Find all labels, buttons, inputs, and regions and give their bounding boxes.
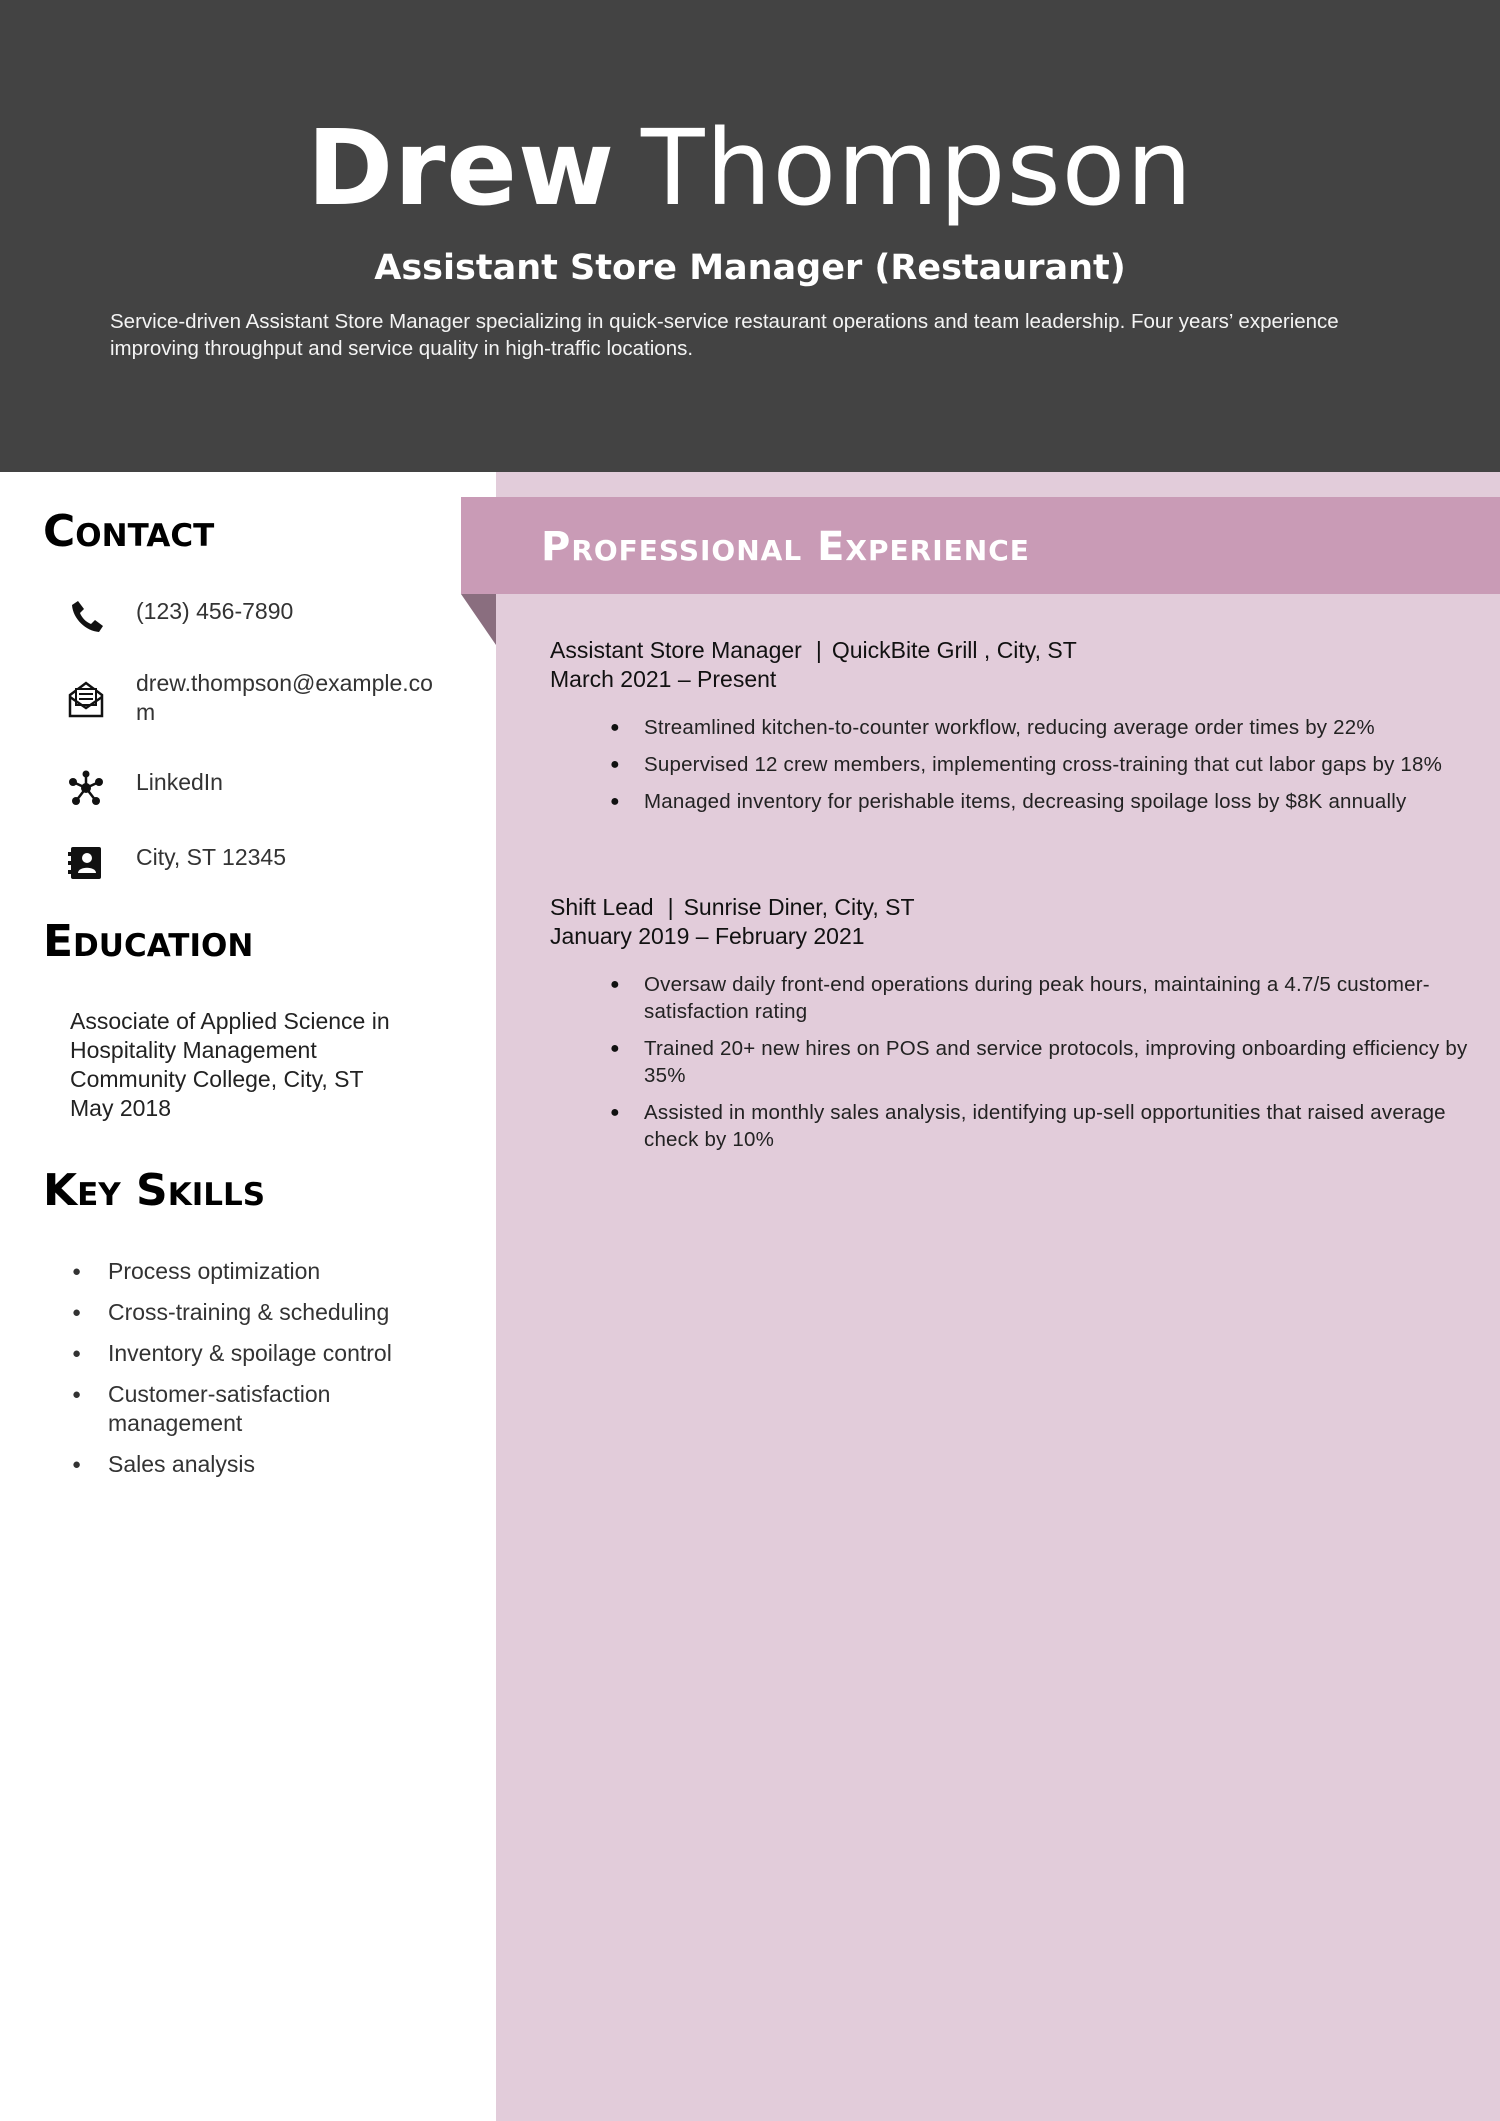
banner-fold: [461, 594, 496, 645]
skill-item: ● Inventory & spoilage control: [70, 1339, 450, 1368]
address-book-icon: [66, 843, 106, 883]
job-role: Assistant Store Manager: [550, 637, 802, 663]
header: [0, 0, 1500, 472]
job-bullets: [610, 971, 1470, 1153]
job-bullet: ● Streamlined kitchen-to-counter workflow, reducing average order times by 22%: [610, 714, 1470, 741]
job-bullet: ● Oversaw daily front-end operations during peak hours, maintaining a 4.7/5 customer-satisfaction rating: [610, 971, 1470, 1025]
job-entry: [550, 636, 1470, 825]
skill-item: ● Process optimization: [70, 1257, 450, 1286]
job-dates: March 2021 – Present: [550, 666, 777, 692]
skills-title: Key Skills: [43, 1165, 266, 1216]
network-icon: [66, 768, 106, 808]
job-bullet: ● Supervised 12 crew members, implementing cross-training that cut labor gaps by 18%: [610, 751, 1470, 778]
linkedin-link[interactable]: LinkedIn: [136, 769, 223, 795]
envelope-icon: [66, 679, 106, 719]
summary: Service-driven Assistant Store Manager specializing in quick-service restaurant operations and team leadership. Four years’ experience improving throughput and service quality in high-traffic locations.: [110, 310, 1339, 360]
job-bullets: [610, 714, 1470, 815]
job-heading: [550, 636, 1470, 665]
separator: |: [815, 637, 822, 663]
skills-list: [70, 1257, 450, 1491]
job-role: Shift Lead: [550, 894, 654, 920]
job-heading: [550, 893, 1470, 922]
job-dates: January 2019 – February 2021: [550, 923, 865, 949]
contact-title: Contact: [43, 506, 215, 557]
job-entry: [550, 893, 1470, 1163]
job-bullet: ● Managed inventory for perishable items, decreasing spoilage loss by $8K annually: [610, 788, 1470, 815]
candidate-name: [0, 108, 1500, 228]
separator: |: [667, 894, 674, 920]
graduation-date: May 2018: [70, 1095, 172, 1121]
job-company: Sunrise Diner, City, ST: [683, 894, 915, 920]
phone-number[interactable]: (123) 456-7890: [136, 598, 294, 624]
last-name: Thompson: [641, 107, 1194, 229]
skill-item: ● Customer-satisfaction management: [70, 1380, 450, 1438]
first-name: Drew: [306, 107, 616, 229]
location: City, ST 12345: [136, 844, 287, 870]
skill-item: ● Sales analysis: [70, 1450, 450, 1479]
phone-icon: [66, 597, 106, 637]
job-title: Assistant Store Manager (Restaurant): [374, 248, 1126, 288]
degree: Associate of Applied Science in Hospitality Management: [70, 1008, 390, 1063]
school: Community College, City, ST: [70, 1066, 364, 1092]
education-entry: [70, 1007, 470, 1123]
job-bullet: ● Assisted in monthly sales analysis, identifying up-sell opportunities that raised average check by 10%: [610, 1099, 1470, 1153]
email-address[interactable]: drew.thompson@example.com: [136, 670, 433, 725]
skill-item: ● Cross-training & scheduling: [70, 1298, 450, 1327]
job-company: QuickBite Grill , City, ST: [831, 637, 1077, 663]
job-bullet: ● Trained 20+ new hires on POS and service protocols, improving onboarding efficiency by 35%: [610, 1035, 1470, 1089]
experience-title: Professional Experience: [541, 524, 1030, 570]
education-title: Education: [43, 916, 254, 967]
